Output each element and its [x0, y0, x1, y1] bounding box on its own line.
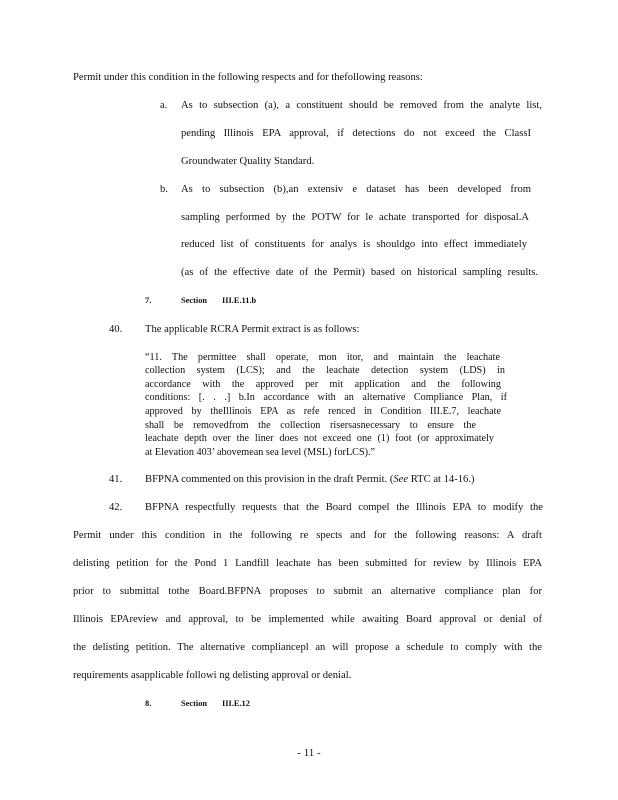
paragraph-line: prior to submittal tothe Board.BFPNA proposes to submit an alternative compliance plan for: [73, 586, 542, 597]
list-item-b-line: As to subsection (b),an extensiv e dataset has been developed from: [181, 184, 531, 195]
list-item-a-line: Groundwater Quality Standard.: [181, 156, 315, 167]
list-marker-b: b.: [160, 184, 168, 195]
paragraph-text: The applicable RCRA Permit extract is as follows:: [145, 324, 360, 335]
paragraph-line: BFPNA respectfully requests that the Board compel the Illinois EPA to modify the: [145, 502, 543, 513]
section-number: 8.: [145, 699, 152, 708]
list-item-a-line: pending Illinois EPA approval, if detections do not exceed the ClassI: [181, 128, 531, 139]
page-number: - 11 -: [297, 747, 321, 759]
block-quote-line: accordance with the approved per mit application and the following: [145, 379, 501, 390]
paragraph-number: 42.: [109, 502, 123, 513]
paragraph-line: Illinois EPAreview and approval, to be implemented while awaiting Board approval or denial of: [73, 614, 542, 625]
paragraph-text-part: BFPNA commented on this provision in the draft Permit. (: [145, 474, 394, 485]
section-reference: III.E.12: [222, 699, 250, 708]
list-item-a-line: As to subsection (a), a constituent should be removed from the analyte list,: [181, 100, 542, 111]
section-label: Section: [181, 296, 208, 305]
block-quote-line: “11. The permittee shall operate, mon itor, and maintain the leachate: [145, 352, 500, 363]
section-reference: III.E.11.b: [222, 296, 257, 305]
paragraph-line: Permit under this condition in the following respects and for thefollowing reasons:: [73, 72, 423, 83]
paragraph-number: 41.: [109, 474, 123, 485]
list-item-b-line: (as of the effective date of the Permit) based on historical sampling results.: [181, 267, 538, 278]
block-quote-line: conditions: [. . .] b.In accordance with an alternative Compliance Plan, if: [145, 392, 507, 403]
block-quote-line: at Elevation 403’ abovemean sea level (MSL) forLCS).”: [145, 447, 376, 458]
block-quote-line: leachate depth over the liner does not exceed one (1) foot (or approximately: [145, 433, 494, 444]
paragraph-line: delisting petition for the Pond 1 Landfill leachate has been submitted for review by Illinois EPA: [73, 558, 542, 569]
citation-signal: See: [393, 474, 409, 485]
paragraph-number: 40.: [109, 324, 123, 335]
list-marker-a: a.: [160, 100, 168, 111]
block-quote-line: shall be removedfrom the collection risersasnecessary to ensure the: [145, 420, 476, 431]
list-item-b-line: reduced list of constituents for analys is shouldgo into effect immediately: [181, 239, 527, 250]
paragraph-line: Permit under this condition in the following re spects and for the following reasons: A draft: [73, 530, 542, 541]
paragraph-line: requirements asapplicable followi ng delisting approval or denial.: [73, 670, 352, 681]
section-number: 7.: [145, 296, 152, 305]
paragraph-text: [145, 475, 475, 486]
paragraph-text-part: RTC at 14-16.): [408, 474, 475, 485]
section-label: Section: [181, 699, 208, 708]
block-quote-line: collection system (LCS); and the leachate detection system (LDS) in: [145, 365, 505, 376]
paragraph-line: the delisting petition. The alternative compliancepl an will propose a schedule to comply with the: [73, 642, 542, 653]
list-item-b-line: sampling performed by the POTW for le achate transported for disposal.A: [181, 212, 529, 223]
block-quote-line: approved by theIllinois EPA as refe renced in Condition III.E.7, leachate: [145, 406, 501, 417]
